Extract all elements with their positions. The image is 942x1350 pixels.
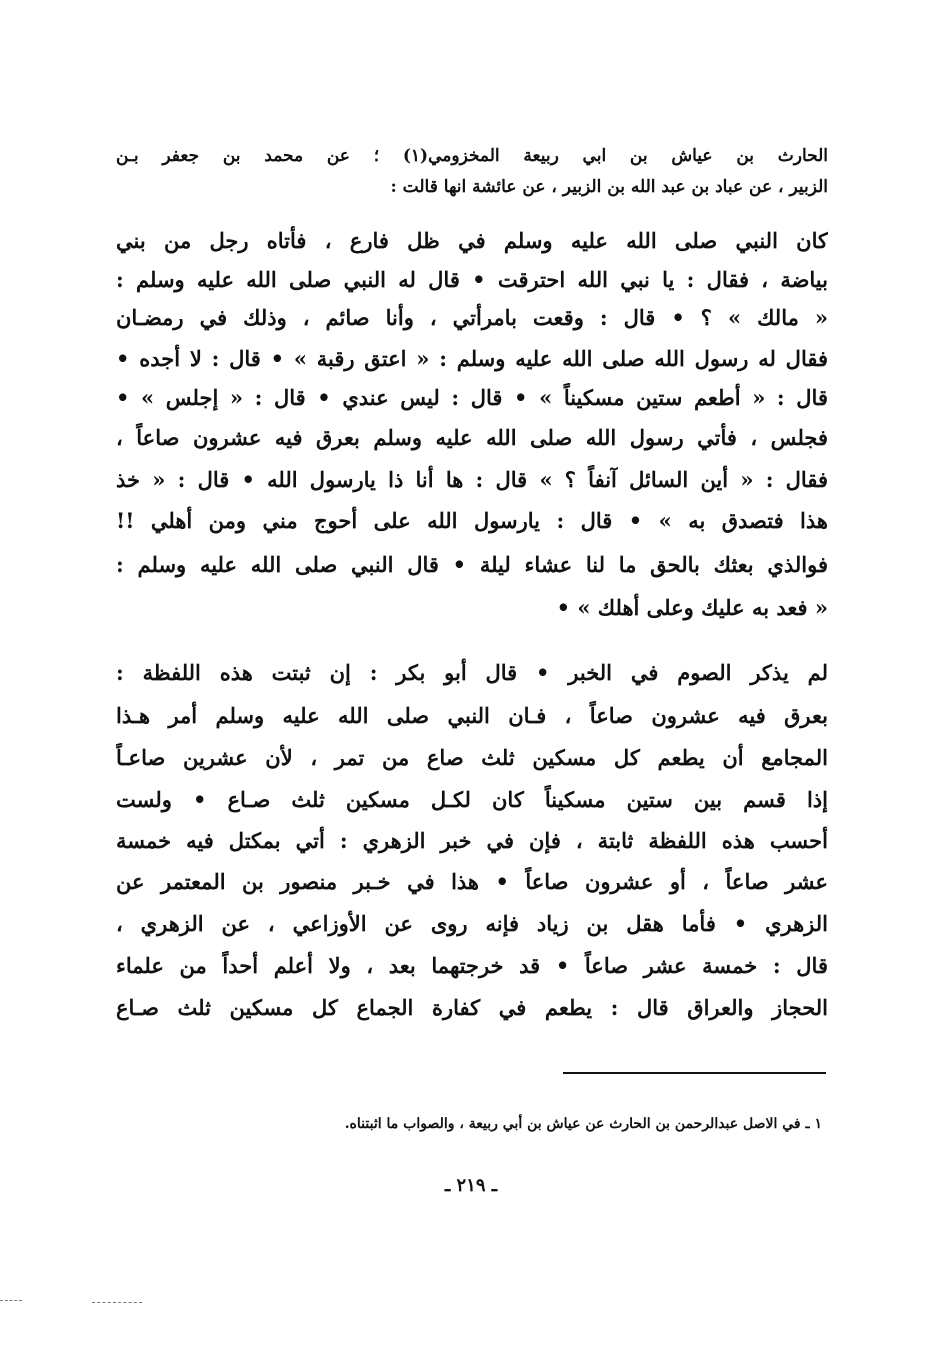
hadith-line: هذا فتصدق به » • قال : يارسول الله على أحوج مني ومن أهلي !! bbox=[116, 508, 828, 533]
hadith-line: كان النبي صلى الله عليه وسلم في ظل فارع ، فأتاه رجل من بني bbox=[116, 228, 828, 253]
footnote: ١ ـ في الاصل عبدالرحمن بن الحارث عن عياش بن أبي ربيعة ، والصواب ما اثبتناه. bbox=[344, 1116, 822, 1132]
commentary-line: عشر صاعاً ، أو عشرون صاعاً • هذا في خـبر منصور بن المعتمر عن bbox=[116, 869, 828, 894]
commentary-line: الحجاز والعراق قال : يطعم في كفارة الجماع كل مسكين ثلث صـاع bbox=[116, 995, 828, 1020]
commentary-line: إذا قسم بين ستين مسكيناً كان لكـل مسكين ثلث صـاع • ولست bbox=[116, 787, 828, 812]
isnad-line: الحارث بن عياش بن ابي ربيعة المخزومي(١) ؛ عن محمد بن جعفر بـن bbox=[116, 146, 828, 166]
isnad-line: الزبير ، عن عباد بن عبد الله بن الزبير ، عن عائشة انها قالت : bbox=[390, 177, 828, 197]
footnote-separator bbox=[563, 1072, 826, 1074]
scan-artifact bbox=[92, 1302, 142, 1303]
commentary-line: قال : خمسة عشر صاعاً • قد خرجتهما بعد ، ولا أعلم أحداً من علماء bbox=[116, 953, 828, 978]
hadith-line: فجلس ، فأتي رسول الله صلى الله عليه وسلم بعرق فيه عشرون صاعاً ، bbox=[116, 425, 828, 450]
hadith-line: « فعد به عليك وعلى أهلك » • bbox=[556, 595, 828, 620]
scan-artifact bbox=[0, 1300, 22, 1301]
hadith-line: فقال : « أين السائل آنفاً ؟ » قال : ها أنا ذا يارسول الله • قال : « خذ bbox=[116, 467, 828, 492]
commentary-line: لم يذكر الصوم في الخبر • قال أبو بكر : إن ثبتت هذه اللفظة : bbox=[116, 660, 828, 685]
hadith-line: بياضة ، فقال : يا نبي الله احترقت • قال له النبي صلى الله عليه وسلم : bbox=[116, 267, 828, 292]
hadith-line: « مالك » ؟ • قال : وقعت بامرأتي ، وأنا صائم ، وذلك في رمضـان bbox=[116, 305, 828, 330]
commentary-line: المجامع أن يطعم كل مسكين ثلث صاع من تمر ، لأن عشرين صاعـاً bbox=[116, 745, 828, 770]
page-number: ـ ٢١٩ ـ bbox=[444, 1175, 498, 1196]
hadith-line: قال : « أطعم ستين مسكيناً » • قال : ليس عندي • قال : « إجلس » • bbox=[116, 385, 828, 410]
hadith-line: فقال له رسول الله صلى الله عليه وسلم : « اعتق رقبة » • قال : لا أجده • bbox=[116, 346, 828, 371]
commentary-line: أحسب هذه اللفظة ثابتة ، فإن في خبر الزهري : أتي بمكتل فيه خمسة bbox=[116, 828, 828, 853]
hadith-line: فوالذي بعثك بالحق ما لنا عشاء ليلة • قال النبي صلى الله عليه وسلم : bbox=[116, 552, 828, 577]
commentary-line: بعرق فيه عشرون صاعاً ، فـان النبي صلى الله عليه وسلم أمر هـذا bbox=[116, 703, 828, 728]
commentary-line: الزهري • فأما هقل بن زياد فإنه روى عن الأوزاعي ، عن الزهري ، bbox=[116, 911, 828, 936]
